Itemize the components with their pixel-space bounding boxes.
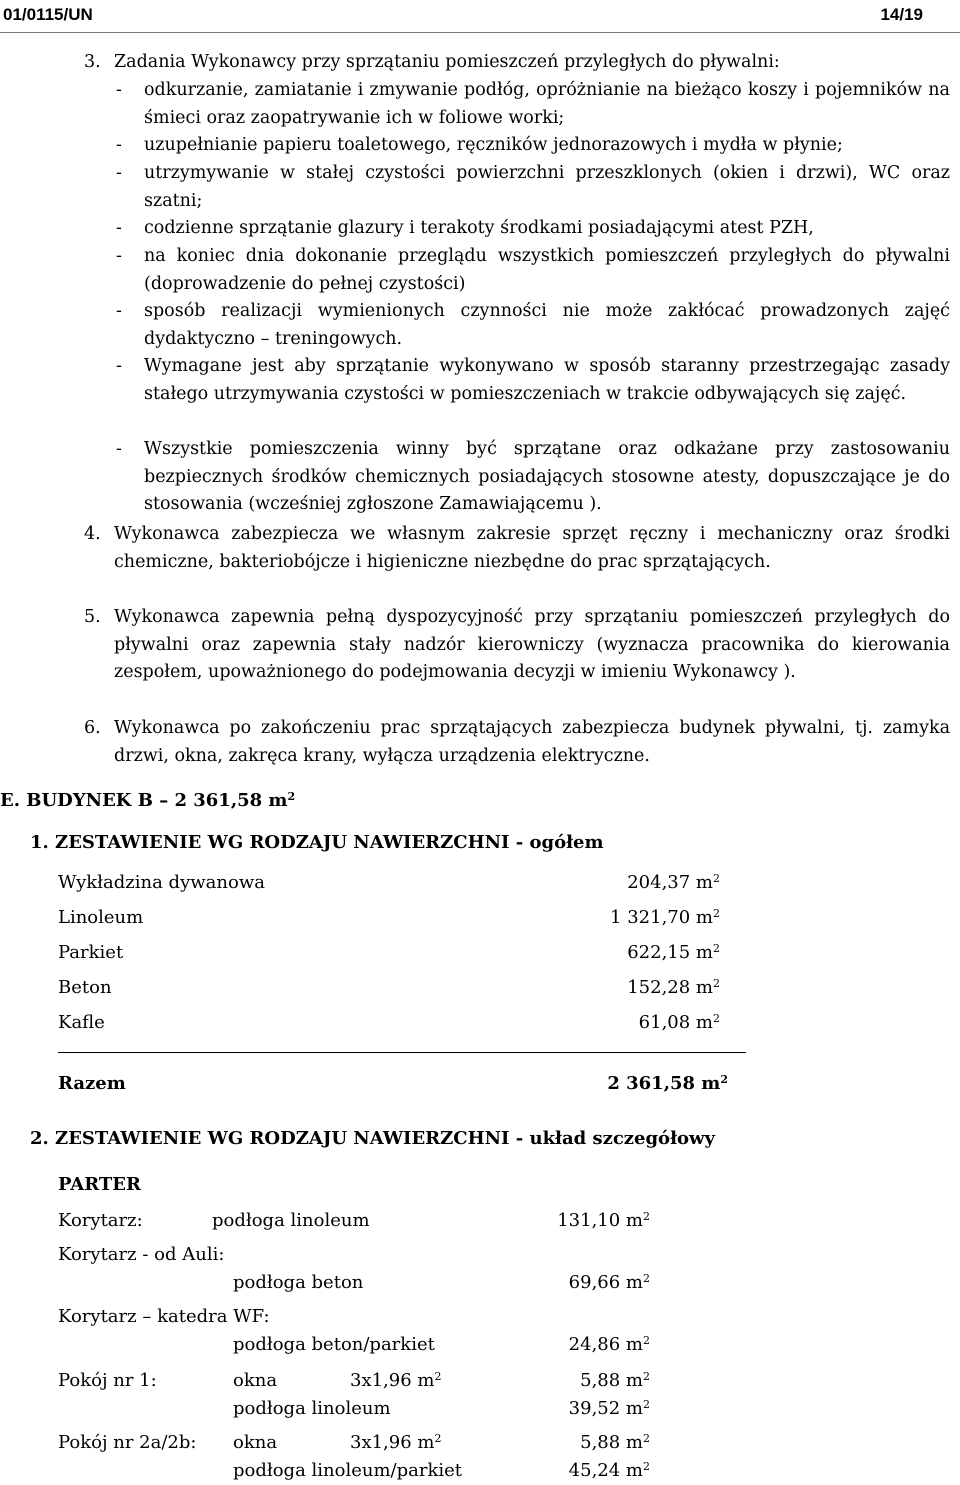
room-label: Pokój nr 2a/2b: (58, 1432, 197, 1453)
windows-value: 5,88 $m^2$ (580, 1432, 650, 1453)
total-label: Razem (58, 1073, 126, 1094)
surface-value: 69,66 $m^2$ (568, 1272, 650, 1293)
room-label: Korytarz – katedra WF: (58, 1306, 270, 1327)
bullet-item: - utrzymywanie w stałej czystości powierzchni przeszklonych (okien i drzwi), WC oraz szatni; (116, 163, 950, 211)
total-divider (58, 1052, 746, 1053)
table-row (58, 907, 728, 935)
table-row (58, 1012, 728, 1040)
bullet-text: na koniec dnia dokonanie przeglądu wszystkich pomieszczeń przyległych do pływalni (doprowadzenie do pełnej czystości) (144, 246, 950, 294)
room-label: Korytarz - od Auli: (58, 1244, 225, 1265)
item-text: Wykonawca zapewnia pełną dyspozycyjność przy sprzątaniu pomieszczeń przyległych do pływalni oraz zapewnia stały nadzór kierowniczy (wyznacza pracownika do kierowania zespołem, upoważnionego do podejmowania decyzji w imieniu Wykonawcy ). (114, 607, 950, 683)
list-item-3 (84, 49, 950, 77)
surface-value: 24,86 $m^2$ (568, 1334, 650, 1355)
windows-calc: 3x1,96 $m^2$ (350, 1432, 442, 1453)
bullet-text: codzienne sprzątanie glazury i terakoty środkami posiadającymi atest PZH, (144, 218, 814, 238)
bullet-item: - odkurzanie, zamiatanie i zmywanie podłóg, opróżnianie na bieżąco koszy i pojemników na śmieci oraz zaopatrywanie ich w foliowe worki; (116, 80, 950, 128)
page-header (0, 0, 960, 33)
list-item-6 (84, 715, 950, 770)
item-text: Wykonawca zabezpiecza we własnym zakresie sprzęt ręczny i mechaniczny oraz środki chemiczne, bakteriobójcze i higieniczne niezbędne do prac sprzątających. (114, 524, 950, 572)
bullet-text: utrzymywanie w stałej czystości powierzchni przeszklonych (okien i drzwi), WC oraz szatni; (144, 163, 950, 211)
surface-desc: podłoga linoleum (233, 1398, 391, 1419)
bullet-item: - uzupełnianie papieru toaletowego, ręczników jednorazowych i mydła w płynie; (116, 135, 843, 155)
item-text: Wykonawca po zakończeniu prac sprzątających zabezpiecza budynek pływalni, tj. zamyka drzwi, okna, zakręca krany, wyłącza urządzenia elektryczne. (114, 718, 950, 766)
windows-value: 5,88 $m^2$ (580, 1370, 650, 1391)
surface-value: 622,15 $m^2$ (627, 942, 720, 963)
floor-heading: PARTER (58, 1174, 141, 1195)
surface-value: 131,10 $m^2$ (557, 1210, 650, 1231)
surface-label: Parkiet (58, 942, 124, 963)
windows-label: okna (233, 1370, 278, 1391)
table-row (58, 872, 728, 900)
bullet-item: - sposób realizacji wymienionych czynności nie może zakłócać prowadzonych zajęć dydaktyczno – treningowych. (116, 301, 950, 349)
surface-label: Wykładzina dywanowa (58, 872, 265, 893)
total-value: 2 361,58 $m^2$ (607, 1073, 728, 1094)
table-row (58, 977, 728, 1005)
windows-calc: 3x1,96 $m^2$ (350, 1370, 442, 1391)
bullet-text: Wymagane jest aby sprzątanie wykonywano w sposób staranny przestrzegając zasady stałego utrzymywania czystości w pomieszczeniach w trakcie odbywających się zajęć. (144, 356, 950, 404)
surface-desc: podłoga beton/parkiet (233, 1334, 435, 1355)
list-item-5 (84, 604, 950, 687)
item-intro: Zadania Wykonawcy przy sprzątaniu pomieszczeń przyległych do pływalni: (114, 52, 780, 72)
surface-label: Beton (58, 977, 112, 998)
bullet-item: - Wymagane jest aby sprzątanie wykonywano w sposób staranny przestrzegając zasady stałego utrzymywania czystości w pomieszczeniach w trakcie odbywających się zajęć. (116, 356, 950, 404)
surface-value: 39,52 $m^2$ (568, 1398, 650, 1419)
surface-label: Kafle (58, 1012, 105, 1033)
surface-value: 1 321,70 $m^2$ (610, 907, 720, 928)
surface-desc: podłoga linoleum (212, 1210, 370, 1231)
section-e-heading: E. BUDYNEK B – 2 361,58 $m^2$ (0, 790, 296, 811)
list-item-4 (84, 521, 950, 576)
task-bullet-list (116, 77, 950, 519)
room-label: Korytarz: (58, 1210, 143, 1231)
item-number: 6. (84, 718, 101, 738)
page-number: 14/19 (880, 5, 923, 24)
bullet-item: - Wszystkie pomieszczenia winny być sprzątane oraz odkażane przy zastosowaniu bezpiecznych środków chemicznych posiadających stosowne atesty, dopuszczające je do stosowania (wcześniej zgłoszone Zamawiającemu ). (116, 439, 950, 515)
bullet-text: Wszystkie pomieszczenia winny być sprzątane oraz odkażane przy zastosowaniu bezpiecznych środków chemicznych posiadających stosowne atesty, dopuszczające je do stosowania (wcześniej zgłoszone Zamawiającemu ). (144, 439, 950, 515)
total-row (58, 1073, 728, 1101)
surface-desc: podłoga beton (233, 1272, 364, 1293)
table-row (58, 942, 728, 970)
bullet-text: odkurzanie, zamiatanie i zmywanie podłóg, opróżnianie na bieżąco koszy i pojemników na śmieci oraz zaopatrywanie ich w foliowe worki; (144, 80, 950, 128)
surface-value: 204,37 $m^2$ (627, 872, 720, 893)
bullet-item: - codzienne sprzątanie glazury i terakoty środkami posiadającymi atest PZH, (116, 218, 814, 238)
document-number: 01/0115/UN (3, 5, 93, 24)
section-1-heading: 1. ZESTAWIENIE WG RODZAJU NAWIERZCHNI - ogółem (30, 832, 604, 853)
item-number: 3. (84, 52, 101, 72)
room-label: Pokój nr 1: (58, 1370, 157, 1391)
surface-label: Linoleum (58, 907, 144, 928)
surface-value: 152,28 $m^2$ (627, 977, 720, 998)
item-number: 5. (84, 607, 101, 627)
bullet-text: sposób realizacji wymienionych czynności nie może zakłócać prowadzonych zajęć dydaktyczno – treningowych. (144, 301, 950, 349)
item-number: 4. (84, 524, 101, 544)
section-2-heading: 2. ZESTAWIENIE WG RODZAJU NAWIERZCHNI - układ szczegółowy (30, 1128, 715, 1149)
surface-desc: podłoga linoleum/parkiet (233, 1460, 463, 1481)
bullet-item: - na koniec dnia dokonanie przeglądu wszystkich pomieszczeń przyległych do pływalni (doprowadzenie do pełnej czystości) (116, 246, 950, 294)
surface-value: 45,24 $m^2$ (568, 1460, 650, 1481)
surface-value: 61,08 $m^2$ (638, 1012, 720, 1033)
bullet-text: uzupełnianie papieru toaletowego, ręczników jednorazowych i mydła w płynie; (144, 135, 843, 155)
windows-label: okna (233, 1432, 278, 1453)
